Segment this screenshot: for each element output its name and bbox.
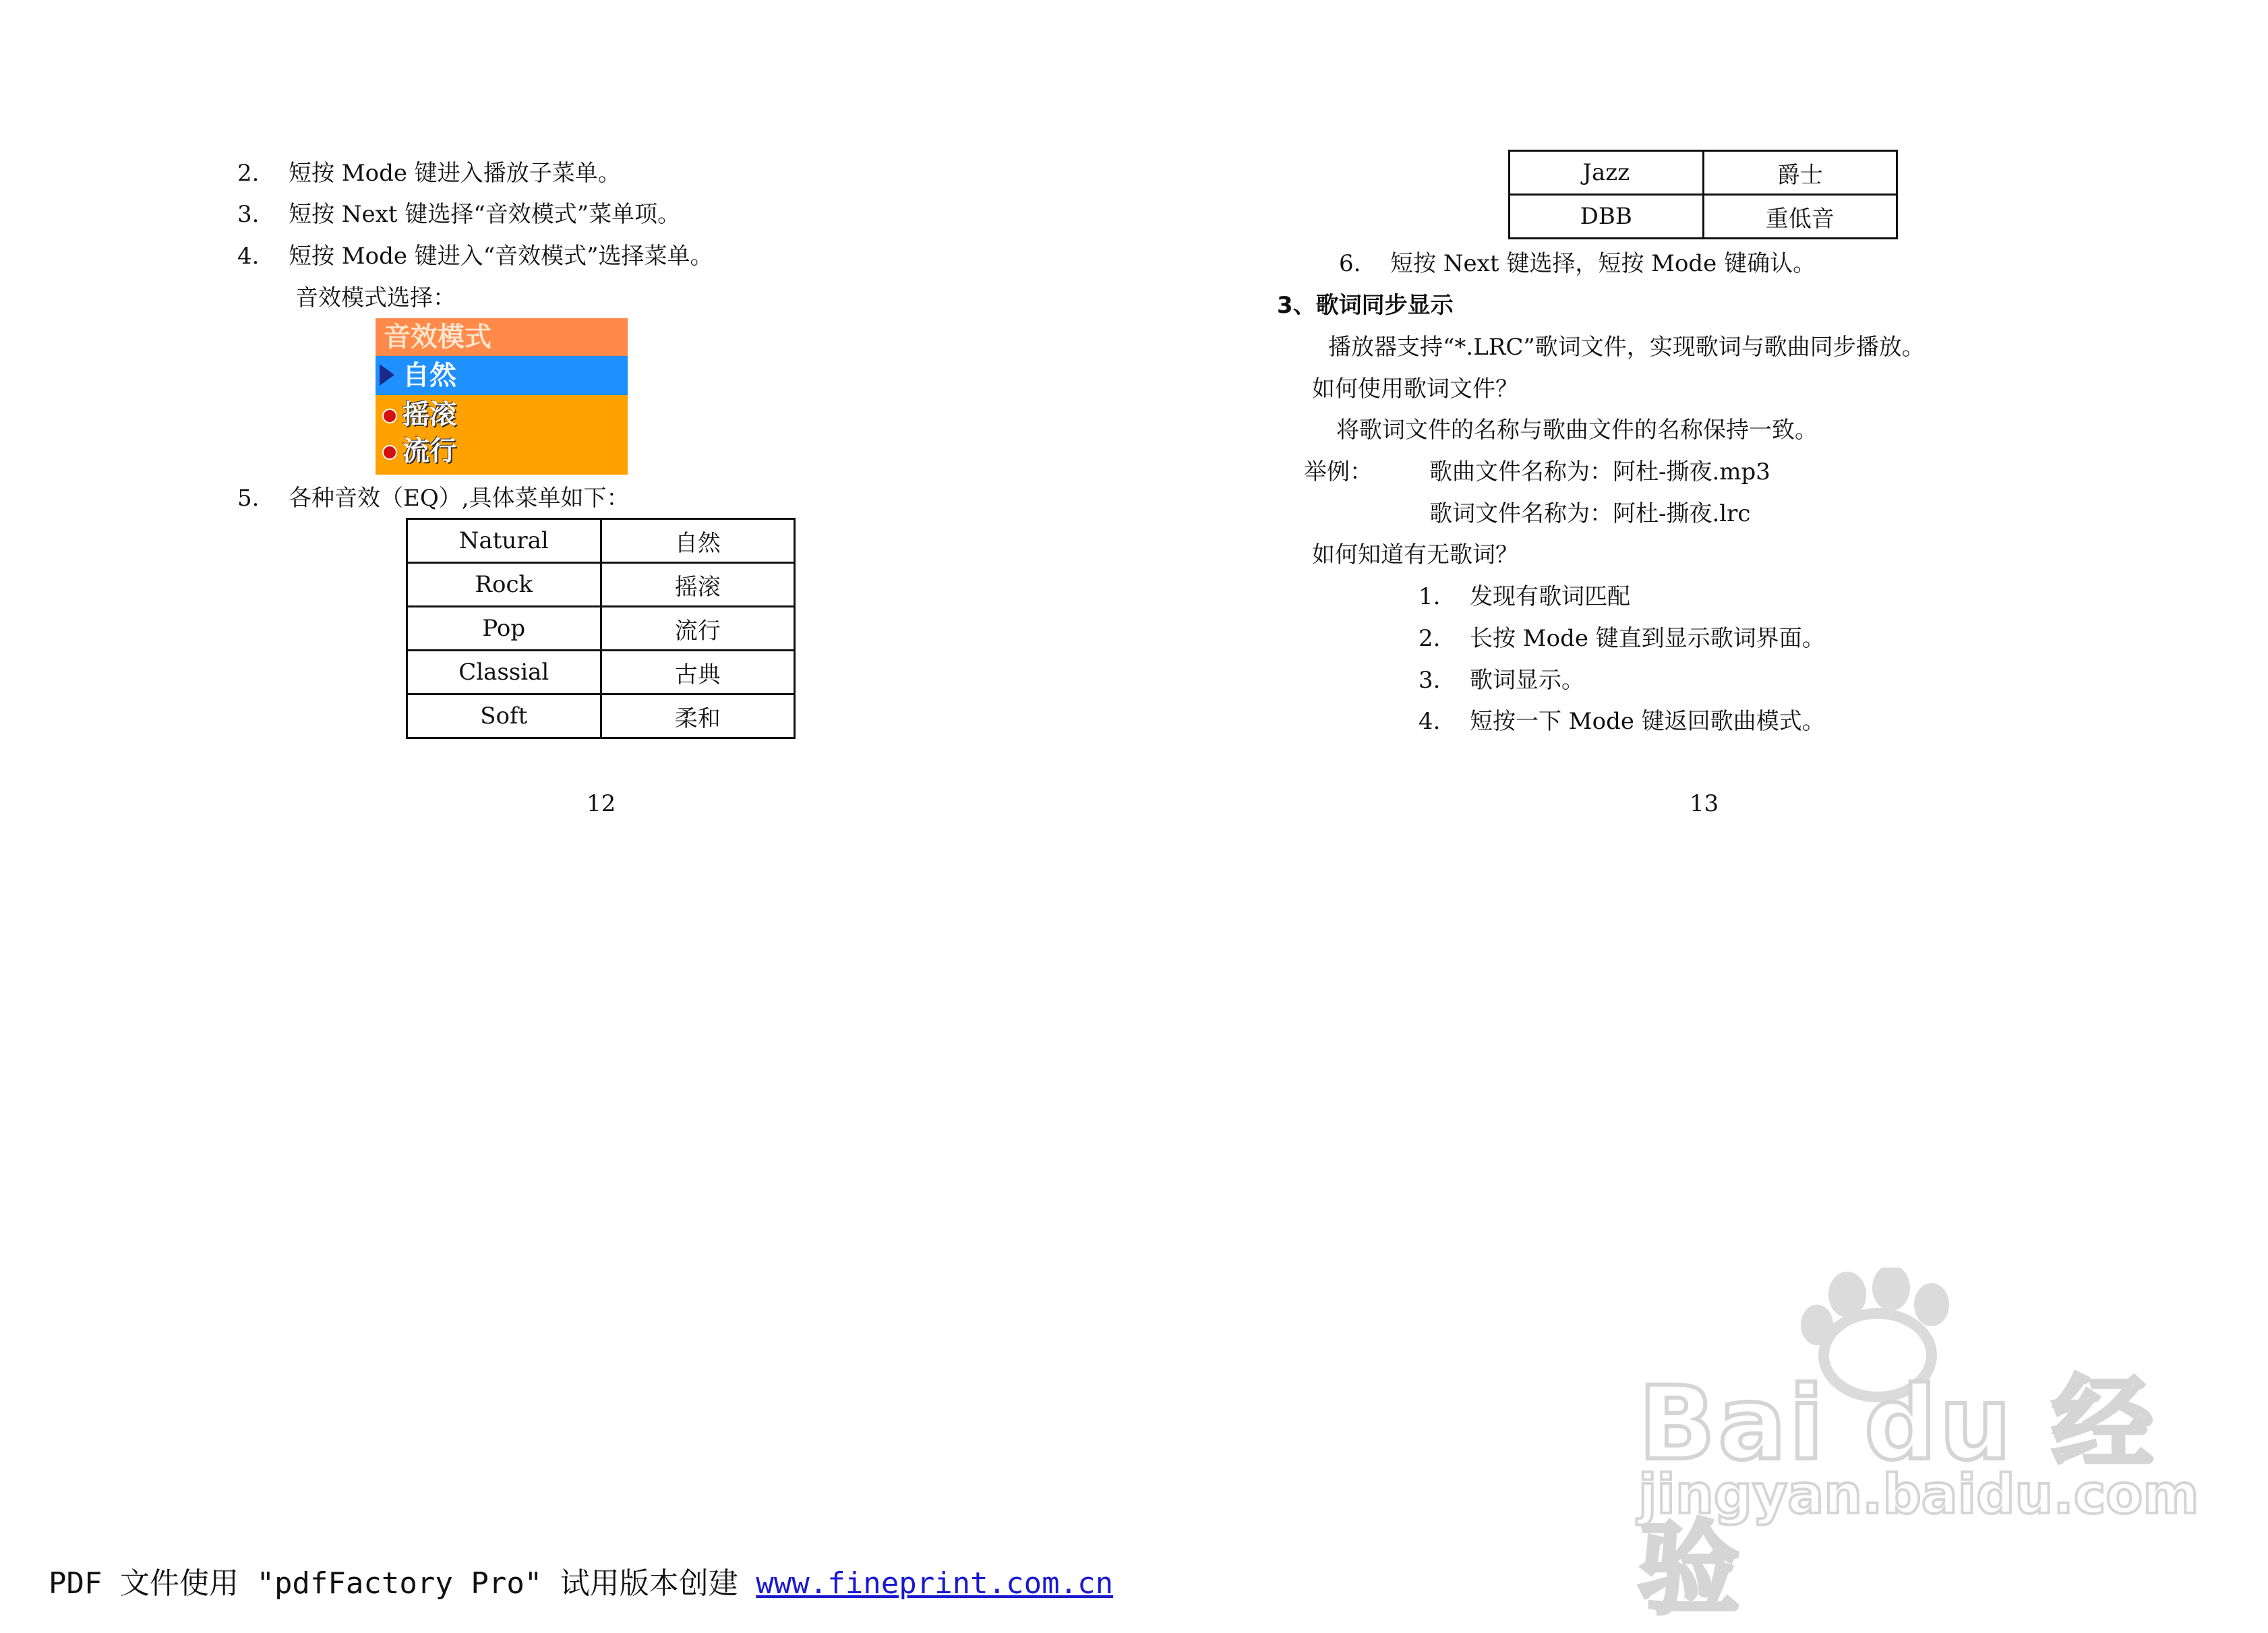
list-item: 歌词显示。 <box>1470 667 1584 694</box>
step-number: 3. <box>237 201 260 228</box>
page-number: 13 <box>1690 790 1719 817</box>
screen-selected-item <box>376 356 628 395</box>
screen-item <box>376 433 628 469</box>
example-line: 歌词文件名称为：阿杜-撕夜.lrc <box>1429 500 1751 527</box>
table-cell: 重低音 <box>1703 195 1897 239</box>
table-cell: Pop <box>407 607 601 651</box>
table-cell: Classial <box>407 651 601 694</box>
footer-link[interactable]: www.fineprint.com.cn <box>756 1566 1114 1601</box>
screen-item <box>376 396 628 433</box>
table-cell: Natural <box>407 519 601 563</box>
table-row <box>407 607 795 651</box>
table-row <box>407 519 795 563</box>
list-item: 短按一下 Mode 键返回歌曲模式。 <box>1470 708 1825 735</box>
list-number: 4. <box>1419 708 1441 735</box>
screen-item-label: 流行 <box>402 436 456 467</box>
table-row <box>1510 151 1897 195</box>
table-row <box>1510 195 1897 239</box>
watermark-brand: Bai du 经验 <box>1638 1365 2156 1628</box>
eq-table-continued <box>1508 150 1898 239</box>
table-cell: 柔和 <box>601 694 795 738</box>
list-number: 2. <box>1419 625 1441 652</box>
screen-item-label: 摇滚 <box>402 399 456 430</box>
page-number: 12 <box>587 790 616 817</box>
list-number: 1. <box>1419 583 1441 610</box>
table-cell: Rock <box>407 563 601 607</box>
step-text: 短按 Next 键选择，短按 Mode 键确认。 <box>1390 250 1816 277</box>
step-number: 5. <box>237 485 260 512</box>
paragraph: 播放器支持“*.LRC”歌词文件，实现歌词与歌曲同步播放。 <box>1328 334 1925 361</box>
example-label: 举例： <box>1304 458 1373 485</box>
selection-arrow-icon <box>380 364 394 386</box>
section-title: 3、歌词同步显示 <box>1277 292 1454 319</box>
table-row <box>407 694 795 738</box>
question: 如何知道有无歌词？ <box>1312 541 1518 568</box>
table-cell: 摇滚 <box>601 563 795 607</box>
pdf-footer <box>49 1559 1113 1602</box>
step-text: 短按 Next 键选择“音效模式”菜单项。 <box>289 201 681 228</box>
list-item: 发现有歌词匹配 <box>1470 583 1630 610</box>
footer-text: PDF 文件使用 "pdfFactory Pro" 试用版本创建 <box>49 1566 756 1601</box>
step-text: 短按 Mode 键进入播放子菜单。 <box>289 160 621 187</box>
watermark-url: jingyan.baidu.com <box>1638 1463 2199 1526</box>
table-row <box>407 651 795 694</box>
table-cell: 流行 <box>601 607 795 651</box>
step-text: 各种音效（EQ）,具体菜单如下： <box>289 485 630 512</box>
screen-header: 音效模式 <box>376 318 628 356</box>
question: 如何使用歌词文件？ <box>1312 376 1518 403</box>
eq-menu-screenshot <box>376 318 628 475</box>
table-cell: Soft <box>407 694 601 738</box>
list-number: 3. <box>1419 667 1441 694</box>
list-item: 长按 Mode 键直到显示歌词界面。 <box>1470 625 1825 652</box>
answer: 将歌词文件的名称与歌曲文件的名称保持一致。 <box>1336 417 1818 444</box>
table-cell: 自然 <box>601 519 795 563</box>
table-cell: 爵士 <box>1703 151 1897 195</box>
bullet-icon <box>382 445 397 460</box>
step-number: 6. <box>1339 250 1361 277</box>
baidu-watermark <box>1625 1268 2199 1628</box>
bullet-icon <box>382 409 397 423</box>
table-cell: 古典 <box>601 651 795 694</box>
eq-table <box>406 518 796 739</box>
table-row <box>407 563 795 607</box>
table-cell: DBB <box>1510 195 1704 239</box>
sub-label: 音效模式选择： <box>295 285 456 311</box>
step-text: 短按 Mode 键进入“音效模式”选择菜单。 <box>289 243 713 270</box>
example-line: 歌曲文件名称为：阿杜-撕夜.mp3 <box>1429 458 1770 485</box>
screen-item-label: 自然 <box>402 360 456 391</box>
step-number: 2. <box>237 160 260 187</box>
step-number: 4. <box>237 243 260 270</box>
table-cell: Jazz <box>1510 151 1704 195</box>
